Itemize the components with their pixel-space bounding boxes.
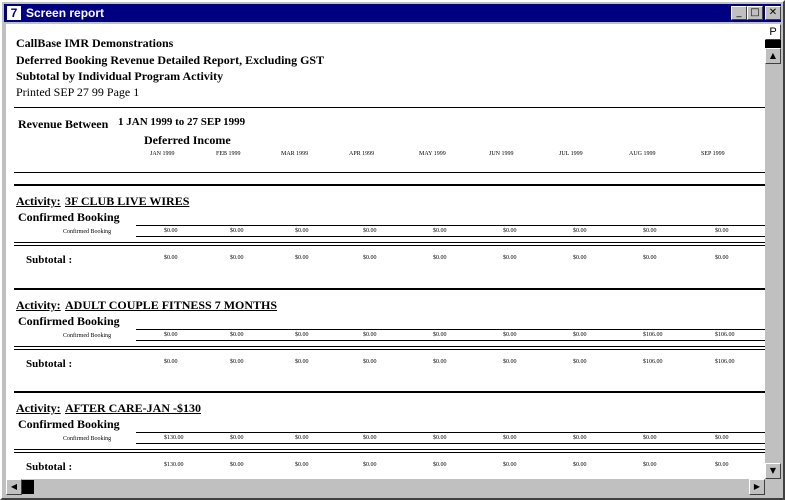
- booking-value: $0.00: [643, 228, 657, 234]
- horizontal-scroll-thumb[interactable]: [22, 480, 34, 494]
- booking-group-label: Confirmed Booking: [18, 314, 120, 328]
- size-grip[interactable]: [765, 479, 781, 495]
- report-title: Deferred Booking Revenue Detailed Report, Excluding GST: [16, 53, 325, 67]
- booking-value: $130.00: [164, 435, 184, 441]
- booking-row-label: Confirmed Booking: [63, 436, 112, 442]
- subtotal-value: $0.00: [503, 462, 517, 468]
- booking-value: $106.00: [715, 332, 735, 338]
- booking-group-line: [136, 225, 765, 226]
- subtotal-value: $0.00: [230, 462, 244, 468]
- subtotal-double-line: [14, 242, 765, 246]
- subtotal-value: $0.00: [433, 255, 447, 261]
- scroll-corner-label[interactable]: P: [765, 24, 781, 40]
- subtotal-label: Subtotal :: [26, 358, 73, 370]
- minimize-button[interactable]: [731, 6, 747, 20]
- booking-value: $0.00: [503, 435, 517, 441]
- booking-group-label: Confirmed Booking: [18, 417, 120, 431]
- subtotal-value: $0.00: [295, 359, 309, 365]
- month-header: APR 1999: [349, 151, 375, 157]
- booking-row-label: Confirmed Booking: [63, 229, 112, 235]
- subtotal-value: $0.00: [643, 462, 657, 468]
- scroll-up-button[interactable]: [765, 48, 781, 64]
- subtotal-value: $0.00: [715, 255, 729, 261]
- booking-value: $0.00: [503, 332, 517, 338]
- subtotal-label: Subtotal :: [26, 461, 73, 473]
- revenue-range: 1 JAN 1999 to 27 SEP 1999: [118, 116, 246, 128]
- scroll-right-button[interactable]: [749, 479, 765, 495]
- printed-info: Printed SEP 27 99 Page 1: [16, 85, 140, 99]
- maximize-icon: □: [750, 7, 760, 18]
- booking-value: $0.00: [230, 228, 244, 234]
- booking-group-line: [136, 432, 765, 433]
- activity-name: ADULT COUPLE FITNESS 7 MONTHS: [65, 298, 278, 312]
- subtotal-value: $0.00: [503, 255, 517, 261]
- month-header: JUL 1999: [559, 151, 583, 157]
- app-icon[interactable]: 7: [7, 6, 21, 20]
- booking-value: $106.00: [643, 332, 663, 338]
- title-bar[interactable]: [4, 4, 781, 22]
- month-header: MAY 1999: [419, 151, 446, 157]
- subtotal-value: $0.00: [230, 255, 244, 261]
- activity-label: Activity:: [16, 401, 61, 415]
- booking-value: $0.00: [230, 332, 244, 338]
- activity-divider: [14, 184, 765, 186]
- booking-value: $0.00: [295, 332, 309, 338]
- subtotal-value: $0.00: [503, 359, 517, 365]
- booking-value: $0.00: [295, 228, 309, 234]
- subtotal-value: $0.00: [164, 359, 178, 365]
- vertical-scrollbar[interactable]: [765, 24, 781, 479]
- booking-value: $0.00: [433, 332, 447, 338]
- subtotal-value: $0.00: [715, 462, 729, 468]
- close-icon: ✕: [768, 7, 778, 18]
- booking-value: $0.00: [715, 435, 729, 441]
- booking-value: $0.00: [164, 228, 178, 234]
- arrow-right-icon: ▶: [753, 482, 761, 491]
- booking-row-line: [136, 340, 765, 341]
- subtotal-value: $0.00: [164, 255, 178, 261]
- month-header: SEP 1999: [701, 151, 725, 157]
- month-divider: [14, 172, 765, 173]
- company-name: CallBase IMR Demonstrations: [16, 36, 174, 50]
- subtotal-value: $0.00: [643, 255, 657, 261]
- subtotal-value: $106.00: [643, 359, 663, 365]
- maximize-button[interactable]: [747, 6, 763, 20]
- month-header: FEB 1999: [216, 151, 241, 157]
- booking-value: $0.00: [643, 435, 657, 441]
- booking-value: $0.00: [433, 435, 447, 441]
- subtotal-value: $0.00: [363, 359, 377, 365]
- booking-value: $0.00: [433, 228, 447, 234]
- booking-row-line: [136, 236, 765, 237]
- subtotal-value: $0.00: [433, 359, 447, 365]
- header-divider: [14, 107, 765, 108]
- subtotal-label: Subtotal :: [26, 254, 73, 266]
- subtotal-value: $106.00: [715, 359, 735, 365]
- report-subtitle: Subtotal by Individual Program Activity: [16, 69, 224, 83]
- activity-label: Activity:: [16, 298, 61, 312]
- subtotal-value: $0.00: [433, 462, 447, 468]
- booking-value: $0.00: [295, 435, 309, 441]
- booking-value: $0.00: [363, 228, 377, 234]
- booking-group-label: Confirmed Booking: [18, 210, 120, 224]
- booking-value: $0.00: [363, 435, 377, 441]
- activity-name: AFTER CARE-JAN -$130: [65, 401, 201, 415]
- arrow-left-icon: ◀: [10, 482, 18, 491]
- booking-row-line: [136, 443, 765, 444]
- booking-group-line: [136, 329, 765, 330]
- arrow-down-icon: ▼: [769, 466, 777, 475]
- subtotal-value: $130.00: [164, 462, 184, 468]
- subtotal-value: $0.00: [573, 462, 587, 468]
- booking-value: $0.00: [363, 332, 377, 338]
- report-content: [6, 24, 765, 479]
- booking-value: $0.00: [230, 435, 244, 441]
- month-header: MAR 1999: [281, 151, 309, 157]
- subtotal-value: $0.00: [573, 359, 587, 365]
- deferred-income-label: Deferred Income: [144, 133, 231, 147]
- booking-value: $0.00: [715, 228, 729, 234]
- subtotal-double-line: [14, 346, 765, 350]
- subtotal-value: $0.00: [295, 462, 309, 468]
- revenue-label: Revenue Between: [18, 117, 109, 131]
- activity-name: 3F CLUB LIVE WIRES: [65, 194, 190, 208]
- activity-divider: [14, 288, 765, 290]
- scroll-left-button[interactable]: [6, 479, 22, 495]
- window-title: Screen report: [26, 6, 105, 20]
- subtotal-double-line: [14, 449, 765, 453]
- minimize-icon: _: [736, 7, 742, 18]
- activity-divider: [14, 391, 765, 393]
- subtotal-value: $0.00: [295, 255, 309, 261]
- booking-value: $0.00: [503, 228, 517, 234]
- subtotal-value: $0.00: [363, 462, 377, 468]
- scroll-thumb[interactable]: [765, 40, 781, 48]
- booking-value: $0.00: [573, 228, 587, 234]
- subtotal-value: $0.00: [573, 255, 587, 261]
- booking-value: $0.00: [164, 332, 178, 338]
- month-header: AUG 1999: [629, 151, 656, 157]
- month-header: JAN 1999: [150, 151, 175, 157]
- scroll-down-button[interactable]: [765, 463, 781, 479]
- horizontal-scrollbar[interactable]: [6, 479, 765, 495]
- activity-label: Activity:: [16, 194, 61, 208]
- close-button[interactable]: [765, 6, 781, 20]
- subtotal-value: $0.00: [230, 359, 244, 365]
- arrow-up-icon: ▲: [769, 51, 777, 60]
- booking-value: $0.00: [573, 435, 587, 441]
- booking-value: $0.00: [573, 332, 587, 338]
- month-header: JUN 1999: [489, 151, 514, 157]
- booking-row-label: Confirmed Booking: [63, 333, 112, 339]
- subtotal-value: $0.00: [363, 255, 377, 261]
